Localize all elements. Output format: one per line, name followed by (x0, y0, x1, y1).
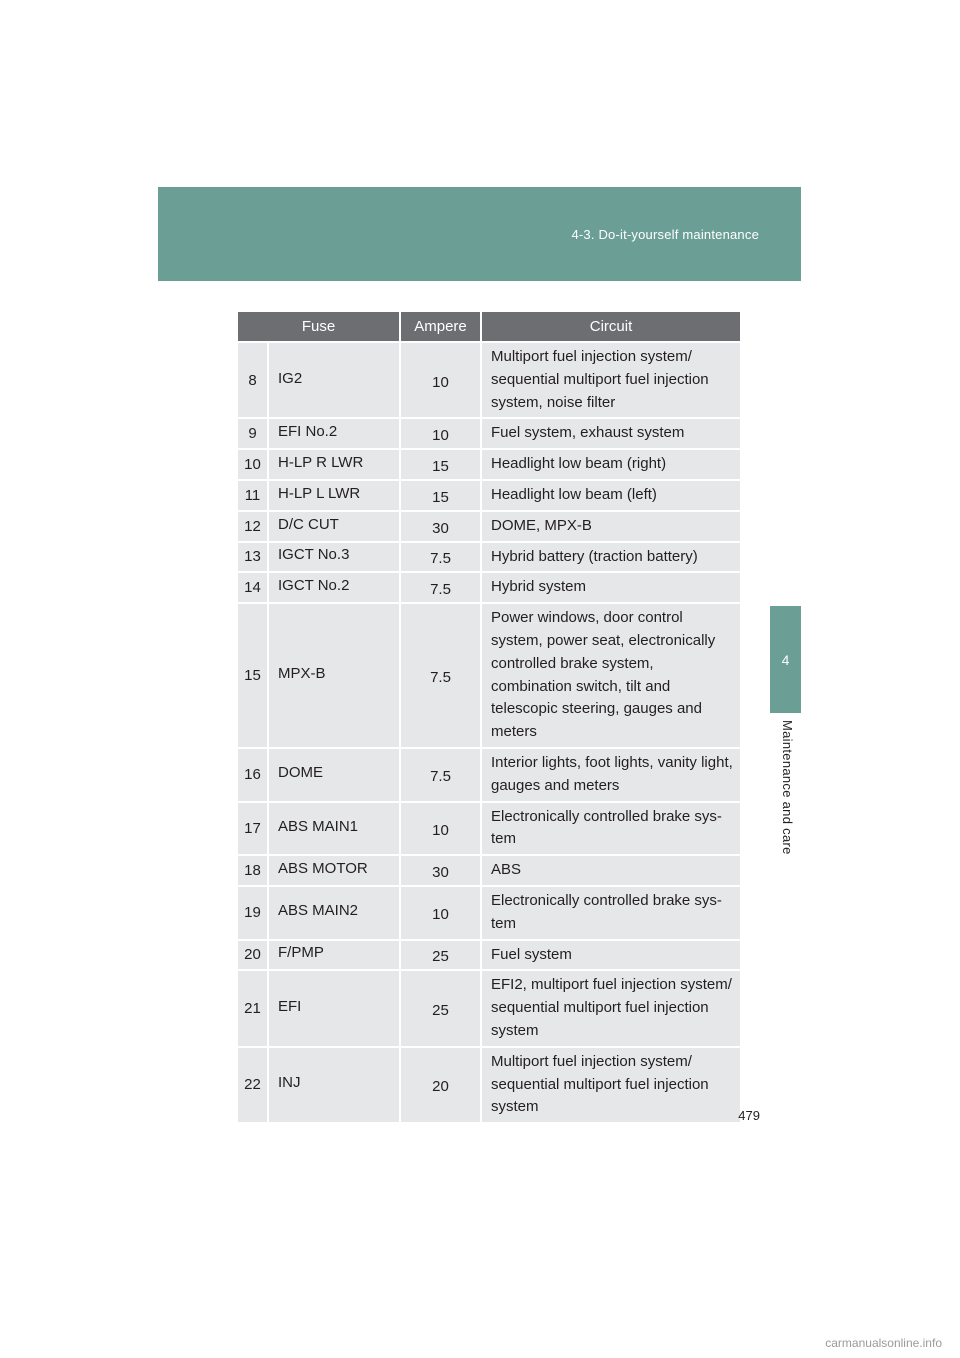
fuse-name-cell: D/C CUT (269, 510, 401, 541)
table-row (238, 602, 740, 747)
table-row (238, 341, 740, 417)
fuse-table (238, 312, 740, 1122)
column-header-circuit: Circuit (482, 312, 740, 341)
fuse-number-cell: 21 (238, 969, 269, 1045)
table-row (238, 479, 740, 510)
table-row (238, 510, 740, 541)
section-title: 4-3. Do-it-yourself maintenance (571, 227, 759, 242)
ampere-cell: 7.5 (401, 602, 482, 747)
circuit-cell: Headlight low beam (right) (482, 448, 740, 479)
fuse-table-body (238, 341, 740, 1122)
circuit-cell: Multiport fuel injection system/ sequential multiport fuel injection system, noise filter (482, 341, 740, 417)
ampere-cell: 10 (401, 341, 482, 417)
table-row (238, 801, 740, 855)
fuse-name-cell: H-LP L LWR (269, 479, 401, 510)
fuse-name-cell: DOME (269, 747, 401, 801)
fuse-name-cell: H-LP R LWR (269, 448, 401, 479)
ampere-cell: 25 (401, 939, 482, 970)
fuse-name-cell: IGCT No.3 (269, 541, 401, 572)
fuse-name-cell: IGCT No.2 (269, 571, 401, 602)
table-row (238, 541, 740, 572)
chapter-number: 4 (781, 651, 790, 668)
column-header-fuse: Fuse (238, 312, 401, 341)
table-row (238, 448, 740, 479)
ampere-cell: 30 (401, 510, 482, 541)
circuit-cell: Fuel system (482, 939, 740, 970)
fuse-number-cell: 10 (238, 448, 269, 479)
ampere-cell: 15 (401, 479, 482, 510)
ampere-cell: 7.5 (401, 571, 482, 602)
fuse-name-cell: F/PMP (269, 939, 401, 970)
circuit-cell: Fuel system, exhaust system (482, 417, 740, 448)
page-number: 479 (738, 1108, 760, 1123)
table-row (238, 969, 740, 1045)
fuse-name-cell: MPX-B (269, 602, 401, 747)
fuse-name-cell: EFI (269, 969, 401, 1045)
circuit-cell: EFI2, multiport fuel injection system/ sequential multiport fuel injection system (482, 969, 740, 1045)
fuse-name-cell: ABS MOTOR (269, 854, 401, 885)
fuse-number-cell: 13 (238, 541, 269, 572)
fuse-name-cell: ABS MAIN2 (269, 885, 401, 939)
table-header-row (238, 312, 740, 341)
table-row (238, 939, 740, 970)
fuse-name-cell: ABS MAIN1 (269, 801, 401, 855)
fuse-number-cell: 11 (238, 479, 269, 510)
section-header-band (158, 187, 801, 281)
circuit-cell: Electronically controlled brake sys- tem (482, 885, 740, 939)
chapter-label: Maintenance and care (780, 720, 795, 855)
table-row (238, 571, 740, 602)
circuit-cell: Hybrid system (482, 571, 740, 602)
fuse-number-cell: 12 (238, 510, 269, 541)
ampere-cell: 10 (401, 885, 482, 939)
fuse-number-cell: 20 (238, 939, 269, 970)
circuit-cell: Electronically controlled brake sys- tem (482, 801, 740, 855)
fuse-number-cell: 9 (238, 417, 269, 448)
fuse-number-cell: 14 (238, 571, 269, 602)
circuit-cell: Power windows, door control system, power seat, electronically controlled brake system, combination switch, tilt and telescopic steering, gauges and meters (482, 602, 740, 747)
fuse-number-cell: 16 (238, 747, 269, 801)
fuse-number-cell: 19 (238, 885, 269, 939)
circuit-cell: Headlight low beam (left) (482, 479, 740, 510)
ampere-cell: 10 (401, 801, 482, 855)
fuse-number-cell: 17 (238, 801, 269, 855)
ampere-cell: 20 (401, 1046, 482, 1122)
ampere-cell: 15 (401, 448, 482, 479)
circuit-cell: Multiport fuel injection system/ sequential multiport fuel injection system (482, 1046, 740, 1122)
chapter-tab (770, 606, 801, 713)
fuse-name-cell: IG2 (269, 341, 401, 417)
ampere-cell: 7.5 (401, 541, 482, 572)
circuit-cell: Interior lights, foot lights, vanity light, gauges and meters (482, 747, 740, 801)
circuit-cell: ABS (482, 854, 740, 885)
table-row (238, 747, 740, 801)
circuit-cell: Hybrid battery (traction battery) (482, 541, 740, 572)
fuse-number-cell: 15 (238, 602, 269, 747)
table-row (238, 417, 740, 448)
table-row (238, 885, 740, 939)
fuse-number-cell: 18 (238, 854, 269, 885)
circuit-cell: DOME, MPX-B (482, 510, 740, 541)
fuse-number-cell: 22 (238, 1046, 269, 1122)
ampere-cell: 30 (401, 854, 482, 885)
fuse-name-cell: EFI No.2 (269, 417, 401, 448)
fuse-name-cell: INJ (269, 1046, 401, 1122)
ampere-cell: 10 (401, 417, 482, 448)
watermark: carmanualsonline.info (825, 1336, 942, 1350)
fuse-number-cell: 8 (238, 341, 269, 417)
ampere-cell: 7.5 (401, 747, 482, 801)
table-row (238, 854, 740, 885)
table-row (238, 1046, 740, 1122)
ampere-cell: 25 (401, 969, 482, 1045)
column-header-ampere: Ampere (401, 312, 482, 341)
